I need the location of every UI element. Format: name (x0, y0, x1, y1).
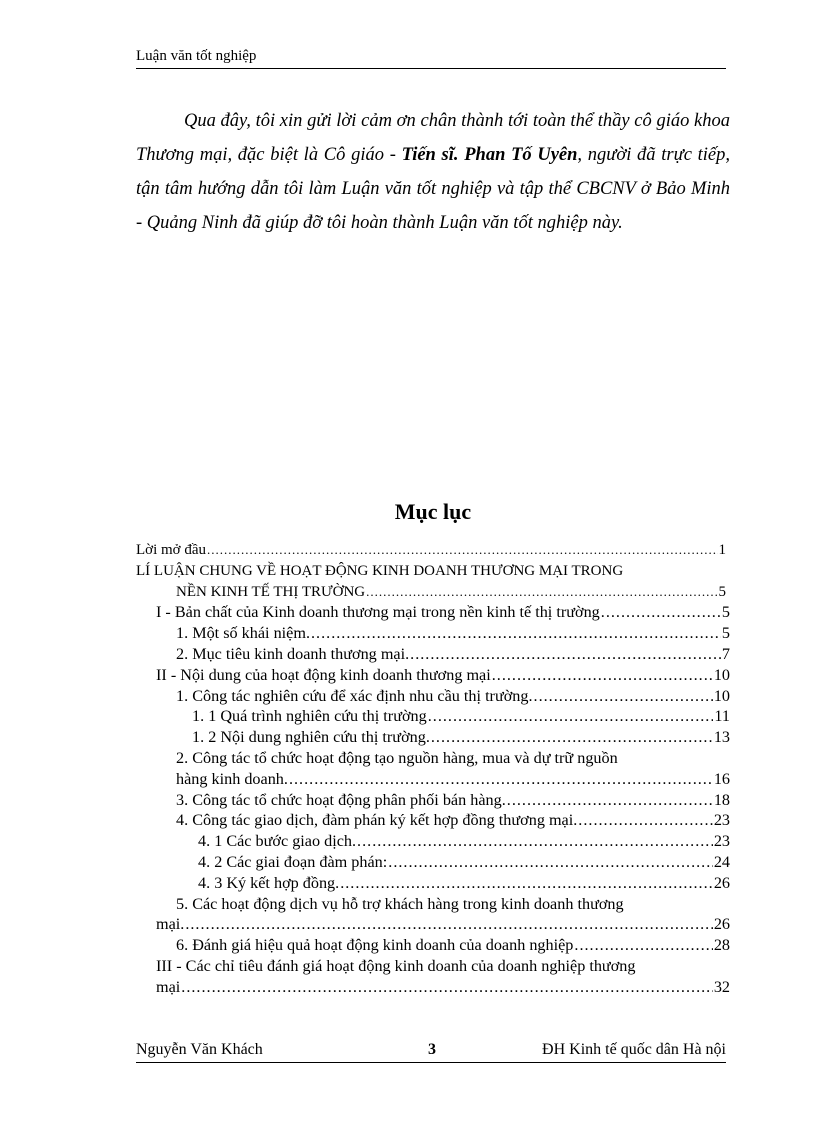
toc-entry-section-2[interactable] (136, 665, 730, 686)
ack-text-end: , người đã trực tiếp, tận tâm hướng dẫn tôi làm Luận văn tốt nghiệp và tập thể CBCNV ở Bảo Minh - Quảng Ninh đã giúp đỡ tôi hoàn thành Luận văn tốt nghiệp này. (136, 145, 730, 233)
toc-entry-text: 5. Các hoạt động dịch vụ hỗ trợ khách hàng trong kinh doanh thương (176, 894, 624, 913)
toc-entry-text: 1. 1 Quá trình nghiên cứu thị trường (192, 707, 427, 726)
header-title: Luận văn tốt nghiệp (136, 48, 257, 64)
toc-entry-intro[interactable] (136, 540, 730, 561)
ack-supervisor-name: Tiến sĩ. Phan Tố Uyên (401, 145, 578, 165)
toc-entry-text: 4. 2 Các giai đoạn đàm phán: (198, 852, 388, 871)
toc-entry-page: 26 (713, 915, 730, 934)
acknowledgement-paragraph (136, 104, 730, 240)
toc-entry-1-2[interactable] (136, 644, 730, 665)
page-footer (136, 1040, 726, 1063)
toc-entry-text: I - Bản chất của Kinh doanh thương mại trong nền kinh tế thị trường (156, 603, 600, 622)
toc-leader (289, 769, 713, 790)
toc-entry-section-3-cont[interactable] (136, 977, 730, 998)
toc-entry-page: 16 (713, 769, 730, 788)
toc-entry-page: 18 (713, 790, 730, 809)
toc-entry-2-1[interactable] (136, 686, 730, 707)
toc-entry-text: III - Các chỉ tiêu đánh giá hoạt động kinh doanh của doanh nghiệp thương (156, 956, 636, 975)
footer-page-number: 3 (428, 1041, 436, 1058)
toc-entry-page: 10 (713, 686, 730, 705)
toc-entry-2-4-1[interactable] (136, 831, 730, 852)
toc-entry-text: LÍ LUẬN CHUNG VỀ HOẠT ĐỘNG KINH DOANH THƯƠNG MẠI TRONG (136, 562, 624, 579)
toc-entry-page: 1 (718, 542, 726, 558)
toc-entry-2-2[interactable] (136, 748, 730, 769)
toc-leader (388, 852, 713, 873)
toc-entry-page: 28 (713, 936, 730, 955)
toc-entry-2-1-1[interactable] (136, 706, 730, 727)
toc-leader (207, 540, 717, 561)
toc-leader (340, 873, 713, 894)
toc-entry-page: 32 (713, 977, 730, 996)
toc-entry-page: 26 (713, 873, 730, 892)
toc-entry-page: 5 (721, 603, 730, 622)
toc-entry-text: 3. Công tác tổ chức hoạt động phân phối bán hàng. (176, 790, 506, 809)
toc-leader (181, 977, 713, 998)
toc-entry-1-1[interactable] (136, 623, 730, 644)
toc-entry-page: 23 (713, 811, 730, 830)
toc-entry-page: 23 (713, 832, 730, 851)
toc-entry-text: 4. 1 Các bước giao dịch. (198, 832, 357, 851)
toc-leader (578, 810, 713, 831)
footer-author: Nguyễn Văn Khách (136, 1041, 263, 1058)
toc-entry-text: 4. 3 Ký kết hợp đồng. (198, 873, 340, 892)
toc-leader (311, 623, 721, 644)
toc-entry-2-4-3[interactable] (136, 873, 730, 894)
toc-entry-text: II - Nội dung của hoạt động kinh doanh thương mại (156, 665, 491, 684)
toc-entry-text: mại (156, 977, 181, 996)
toc-entry-page: 5 (721, 624, 730, 643)
toc-entry-text: 2. Công tác tổ chức hoạt động tạo nguồn hàng, mua và dự trữ nguồn (176, 748, 618, 767)
toc-leader (492, 665, 713, 686)
toc-entry-text: hàng kinh doanh. (176, 769, 288, 788)
toc-leader (366, 582, 717, 603)
toc-entry-section-3[interactable] (136, 956, 730, 977)
toc-entry-page: 7 (721, 644, 730, 663)
toc-entry-page: 13 (713, 728, 730, 747)
toc-entry-2-4-2[interactable] (136, 852, 730, 873)
toc-entry-text: 1. Một số khái niệm. (176, 624, 310, 643)
toc-entry-page: 5 (718, 583, 726, 600)
toc-entry-2-5[interactable] (136, 894, 730, 915)
toc-entry-page: 10 (713, 665, 730, 684)
table-of-contents (136, 540, 730, 998)
footer-university: ĐH Kinh tế quốc dân Hà nội (542, 1041, 726, 1058)
toc-entry-text: 6. Đánh giá hiệu quả hoạt động kinh doanh của doanh nghiệp (176, 936, 574, 955)
toc-leader (507, 790, 713, 811)
toc-entry-text: 4. Công tác giao dịch, đàm phán ký kết hợp đồng thương mại. (176, 811, 578, 830)
toc-entry-chapter-1[interactable] (136, 561, 730, 582)
toc-entry-text: 1. 2 Nội dung nghiên cứu thị trường. (192, 728, 430, 747)
toc-entry-2-6[interactable] (136, 935, 730, 956)
toc-leader (357, 831, 713, 852)
toc-entry-2-2-cont[interactable] (136, 769, 730, 790)
toc-leader (574, 935, 712, 956)
toc-entry-text: 2. Mục tiêu kinh doanh thương mại. (176, 644, 410, 663)
ack-text-start: Qua đây, tôi xin gửi lời cảm ơn chân thành tới toàn thể thầy cô giáo khoa Thương mại, đặc biệt là Cô giáo - (136, 111, 730, 165)
toc-entry-text: 1. Công tác nghiên cứu để xác định nhu cầu thị trường. (176, 686, 533, 705)
toc-entry-chapter-1-cont[interactable] (136, 582, 730, 603)
toc-leader (410, 644, 721, 665)
toc-leader (431, 727, 713, 748)
toc-leader (534, 686, 713, 707)
toc-entry-text: Lời mở đầu (136, 542, 207, 558)
toc-entry-text: NỀN KINH TẾ THỊ TRƯỜNG (176, 583, 366, 600)
toc-entry-section-1[interactable] (136, 602, 730, 623)
toc-entry-2-5-cont[interactable] (136, 914, 730, 935)
toc-entry-page: 11 (714, 707, 730, 726)
toc-entry-2-4[interactable] (136, 810, 730, 831)
toc-entry-page: 24 (713, 852, 730, 871)
toc-leader (428, 706, 714, 727)
toc-leader (601, 602, 721, 623)
toc-leader (185, 914, 712, 935)
page-header (136, 46, 726, 69)
toc-title: Mục lục (394, 499, 472, 524)
toc-entry-2-3[interactable] (136, 790, 730, 811)
toc-entry-2-1-2[interactable] (136, 727, 730, 748)
toc-entry-text: mại. (156, 915, 185, 934)
